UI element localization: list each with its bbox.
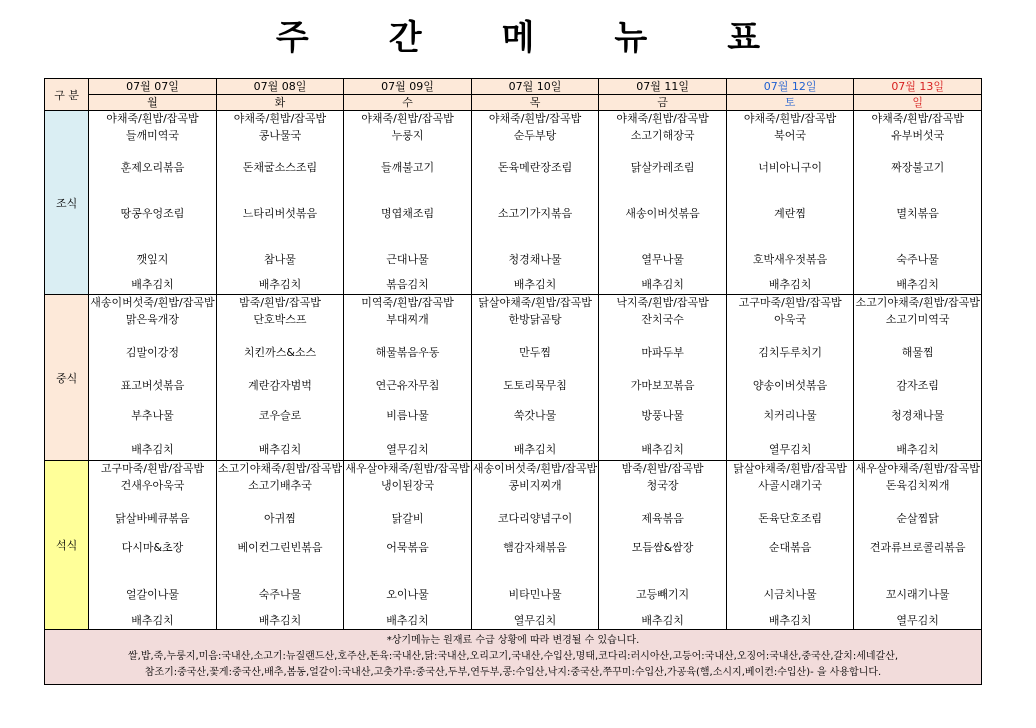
header-label: 구 분 (45, 79, 89, 111)
menu-item: 소고기가지볶음 (497, 207, 573, 220)
menu-item: 해물찜 (901, 346, 934, 359)
meal-row-dinner (45, 461, 982, 630)
menu-item: 야채죽/흰밥/잡곡밥 (233, 112, 327, 125)
menu-item: 고구마죽/흰밥/잡곡밥 (100, 462, 204, 475)
day-date: 07월 10일 (508, 80, 562, 93)
day-date: 07월 08일 (253, 80, 307, 93)
menu-cell (726, 111, 854, 295)
menu-item: 밤죽/흰밥/잡곡밥 (239, 296, 321, 309)
day-name: 화 (217, 94, 344, 110)
title-char: 메 (501, 18, 535, 58)
menu-item: 돈육메란장조림 (497, 161, 573, 174)
menu-item: 깻잎지 (136, 253, 169, 266)
header-row (45, 79, 982, 111)
menu-item: 닭살카레조림 (630, 161, 695, 174)
menu-item: 아욱국 (774, 313, 807, 326)
menu-item: 만두찜 (519, 346, 551, 359)
menu-item: 새우살야채죽/흰밥/잡곡밥 (855, 462, 980, 475)
menu-item: 돈채굴소스조림 (242, 161, 318, 174)
menu-item: 도토리묵무침 (503, 379, 567, 392)
menu-item: 닭살바베큐볶음 (115, 512, 190, 525)
day-date: 07월 13일 (891, 80, 945, 93)
menu-item: 비름나물 (386, 409, 429, 422)
notice-cell (45, 630, 982, 685)
menu-item: 건새우아욱국 (120, 479, 185, 492)
menu-item: 들깨불고기 (380, 161, 435, 174)
menu-item: 땅콩우엉조림 (120, 207, 185, 220)
menu-item: 참나물 (264, 253, 296, 266)
menu-item: 냉이된장국 (380, 479, 435, 492)
menu-item: 코다리양념구이 (497, 512, 573, 525)
menu-cell (854, 111, 982, 295)
menu-item: 부추나물 (131, 409, 174, 422)
menu-item: 비타민나물 (508, 588, 562, 601)
menu-item: 얼갈이나물 (125, 588, 180, 601)
menu-item: 청국장 (646, 479, 679, 492)
menu-item: 열무김치 (896, 614, 939, 627)
menu-item: 배추김치 (258, 443, 302, 456)
menu-cell (216, 295, 344, 461)
day-header (471, 79, 599, 111)
menu-item: 치커리나물 (763, 409, 817, 422)
menu-item: 소고기야채죽/흰밥/잡곡밥 (217, 462, 343, 475)
menu-item: 사골시래기국 (758, 479, 822, 492)
menu-cell (89, 461, 217, 630)
menu-item: 견과류브로콜리볶음 (869, 541, 966, 554)
menu-item: 소고기배추국 (248, 479, 312, 492)
menu-item: 새송이버섯죽/흰밥/잡곡밥 (472, 462, 598, 475)
menu-item: 야채죽/흰밥/잡곡밥 (361, 112, 454, 125)
menu-item: 야채죽/흰밥/잡곡밥 (488, 112, 582, 125)
menu-item: 볶음김치 (386, 278, 429, 291)
menu-item: 계란찜 (774, 207, 807, 220)
menu-cell (89, 295, 217, 461)
menu-item: 배추김치 (513, 443, 557, 456)
menu-item: 짜장불고기 (891, 161, 945, 174)
notice-line3: 참조기:중국산,꽃게:중국산,배추,봄동,얼갈이:국내산,고춧가루:중국산,두부,연두부,콩:수입산,낙지:중국산,쭈꾸미:수입산,가공육(햄,소시지,베이컨:수입산)- 을 사용합니다. (144, 667, 882, 678)
meal-row-breakfast (45, 111, 982, 295)
meal-label: 중식 (45, 295, 89, 461)
menu-item: 햄감자채볶음 (503, 541, 567, 554)
menu-item: 너비아니구이 (758, 161, 822, 174)
menu-cell (854, 461, 982, 630)
menu-item: 열무김치 (386, 443, 429, 456)
page-title (0, 10, 1036, 60)
meal-label: 석식 (45, 461, 89, 630)
menu-cell (599, 295, 727, 461)
day-header (344, 79, 472, 111)
menu-item: 감자조림 (896, 379, 939, 392)
menu-item: 순두부탕 (513, 129, 557, 142)
day-date: 07월 11일 (636, 80, 689, 93)
menu-item: 부대찌개 (386, 313, 429, 326)
menu-cell (344, 111, 472, 295)
menu-item: 배추김치 (386, 614, 429, 627)
title-char: 뉴 (614, 18, 648, 58)
menu-item: 배추김치 (641, 278, 684, 291)
menu-cell (599, 461, 727, 630)
menu-item: 야채죽/흰밥/잡곡밥 (616, 112, 709, 125)
day-header (726, 79, 854, 111)
menu-item: 열무김치 (513, 614, 557, 627)
day-date: 07월 12일 (763, 80, 817, 93)
menu-item: 호박새우젓볶음 (752, 253, 828, 266)
menu-item: 열무나물 (641, 253, 684, 266)
menu-item: 배추김치 (131, 443, 174, 456)
menu-item: 청경채나물 (508, 253, 562, 266)
menu-item: 치킨까스&소스 (243, 346, 317, 359)
menu-item: 야채죽/흰밥/잡곡밥 (106, 112, 199, 125)
menu-item: 미역죽/흰밥/잡곡밥 (361, 296, 454, 309)
menu-item: 어묵볶음 (386, 541, 429, 554)
menu-item: 계란감자범벅 (248, 379, 312, 392)
menu-item: 훈제오리볶음 (120, 161, 185, 174)
menu-item: 돈육김치찌개 (885, 479, 950, 492)
menu-cell (216, 461, 344, 630)
menu-item: 열무김치 (768, 443, 812, 456)
meal-row-lunch (45, 295, 982, 461)
menu-cell (471, 111, 599, 295)
menu-cell (89, 111, 217, 295)
menu-item: 쑥갓나물 (513, 409, 557, 422)
title-char: 표 (727, 18, 761, 58)
menu-item: 소고기해장국 (630, 129, 695, 142)
day-name: 수 (344, 94, 471, 110)
menu-cell (471, 295, 599, 461)
menu-item: 배추김치 (258, 614, 302, 627)
menu-cell (599, 111, 727, 295)
menu-item: 숙주나물 (258, 588, 302, 601)
title-char: 간 (388, 18, 422, 58)
menu-item: 누룽지 (391, 129, 424, 142)
menu-item: 배추김치 (896, 278, 939, 291)
menu-item: 돈육단호조림 (758, 512, 822, 525)
menu-item: 순대볶음 (768, 541, 812, 554)
menu-item: 북어국 (774, 129, 807, 142)
menu-item: 새송이버섯죽/흰밥/잡곡밥 (90, 296, 215, 309)
menu-item: 밤죽/흰밥/잡곡밥 (621, 462, 704, 475)
meal-label: 조식 (45, 111, 89, 295)
menu-item: 가마보꼬볶음 (630, 379, 695, 392)
menu-item: 배추김치 (258, 278, 302, 291)
notice-line1: *상기메뉴는 원재료 수급 상황에 따라 변경될 수 있습니다. (386, 635, 640, 646)
menu-item: 마파두부 (641, 346, 684, 359)
menu-item: 소고기야채죽/흰밥/잡곡밥 (855, 296, 980, 309)
menu-item: 새우살야채죽/흰밥/잡곡밥 (345, 462, 470, 475)
menu-item: 시금치나물 (763, 588, 817, 601)
menu-item: 양송이버섯볶음 (752, 379, 828, 392)
menu-item: 모듬쌈&쌈장 (631, 541, 694, 554)
menu-item: 닭갈비 (391, 512, 424, 525)
menu-item: 배추김치 (641, 443, 684, 456)
menu-item: 콩나물국 (258, 129, 302, 142)
day-date: 07월 07일 (126, 80, 179, 93)
menu-item: 맑은육개장 (125, 313, 180, 326)
menu-item: 배추김치 (131, 614, 174, 627)
menu-item: 다시마&초장 (121, 541, 184, 554)
menu-cell (726, 461, 854, 630)
menu-item: 명엽채조림 (380, 207, 435, 220)
menu-item: 방풍나물 (641, 409, 684, 422)
menu-item: 닭살야채죽/흰밥/잡곡밥 (733, 462, 847, 475)
menu-item: 김치두루치기 (758, 346, 822, 359)
day-name: 토 (727, 94, 854, 110)
menu-item: 단호박스프 (253, 313, 307, 326)
menu-cell (726, 295, 854, 461)
menu-item: 배추김치 (131, 278, 174, 291)
menu-item: 김말이강정 (125, 346, 180, 359)
menu-item: 오이나물 (386, 588, 429, 601)
menu-item: 배추김치 (641, 614, 684, 627)
day-name: 일 (854, 94, 981, 110)
menu-item: 소고기미역국 (885, 313, 950, 326)
day-date: 07월 09일 (381, 80, 434, 93)
menu-cell (216, 111, 344, 295)
day-name: 금 (599, 94, 726, 110)
menu-item: 콩비지찌개 (508, 479, 562, 492)
day-header (216, 79, 344, 111)
menu-item: 배추김치 (768, 278, 812, 291)
day-name: 목 (472, 94, 599, 110)
menu-cell (471, 461, 599, 630)
menu-item: 야채죽/흰밥/잡곡밥 (743, 112, 837, 125)
menu-item: 표고버섯볶음 (120, 379, 185, 392)
menu-item: 고등빼기지 (636, 588, 690, 601)
menu-item: 숙주나물 (896, 253, 939, 266)
menu-table (44, 78, 982, 685)
day-header (854, 79, 982, 111)
notice-line2: 쌀,밥,죽,누룽지,미음:국내산,소고기:뉴질랜드산,호주산,돈육:국내산,닭:국내산,오리고기,국내산,수입산,명태,코다리:러시아산,고등어:국내산,오징어:국내산,중국산,갈치:세네갈산, (127, 651, 899, 662)
day-header (89, 79, 217, 111)
menu-item: 해물볶음우동 (375, 346, 440, 359)
menu-item: 잔치국수 (641, 313, 684, 326)
day-header (599, 79, 727, 111)
menu-item: 느타리버섯볶음 (242, 207, 318, 220)
menu-item: 멸치볶음 (896, 207, 939, 220)
menu-item: 연근유자무침 (375, 379, 440, 392)
menu-item: 청경채나물 (891, 409, 945, 422)
menu-item: 아귀찜 (264, 512, 296, 525)
menu-item: 배추김치 (513, 278, 557, 291)
menu-item: 닭살야채죽/흰밥/잡곡밥 (478, 296, 592, 309)
menu-item: 코우슬로 (258, 409, 302, 422)
title-char: 주 (275, 18, 309, 58)
menu-item: 들깨미역국 (125, 129, 180, 142)
menu-item: 근대나물 (386, 253, 429, 266)
menu-item: 고구마죽/흰밥/잡곡밥 (738, 296, 842, 309)
menu-item: 제육볶음 (641, 512, 684, 525)
menu-item: 베이컨그린빈볶음 (237, 541, 323, 554)
menu-cell (854, 295, 982, 461)
menu-item: 새송이버섯볶음 (625, 207, 700, 220)
menu-item: 배추김치 (768, 614, 812, 627)
menu-item: 야채죽/흰밥/잡곡밥 (871, 112, 964, 125)
note-row (45, 630, 982, 685)
menu-cell (344, 461, 472, 630)
menu-item: 낙지죽/흰밥/잡곡밥 (616, 296, 709, 309)
menu-item: 꼬시래기나물 (885, 588, 950, 601)
day-name: 월 (89, 94, 216, 110)
menu-item: 유부버섯국 (891, 129, 945, 142)
menu-cell (344, 295, 472, 461)
menu-item: 배추김치 (896, 443, 939, 456)
menu-item: 순살찜닭 (896, 512, 939, 525)
menu-item: 한방닭곰탕 (508, 313, 562, 326)
